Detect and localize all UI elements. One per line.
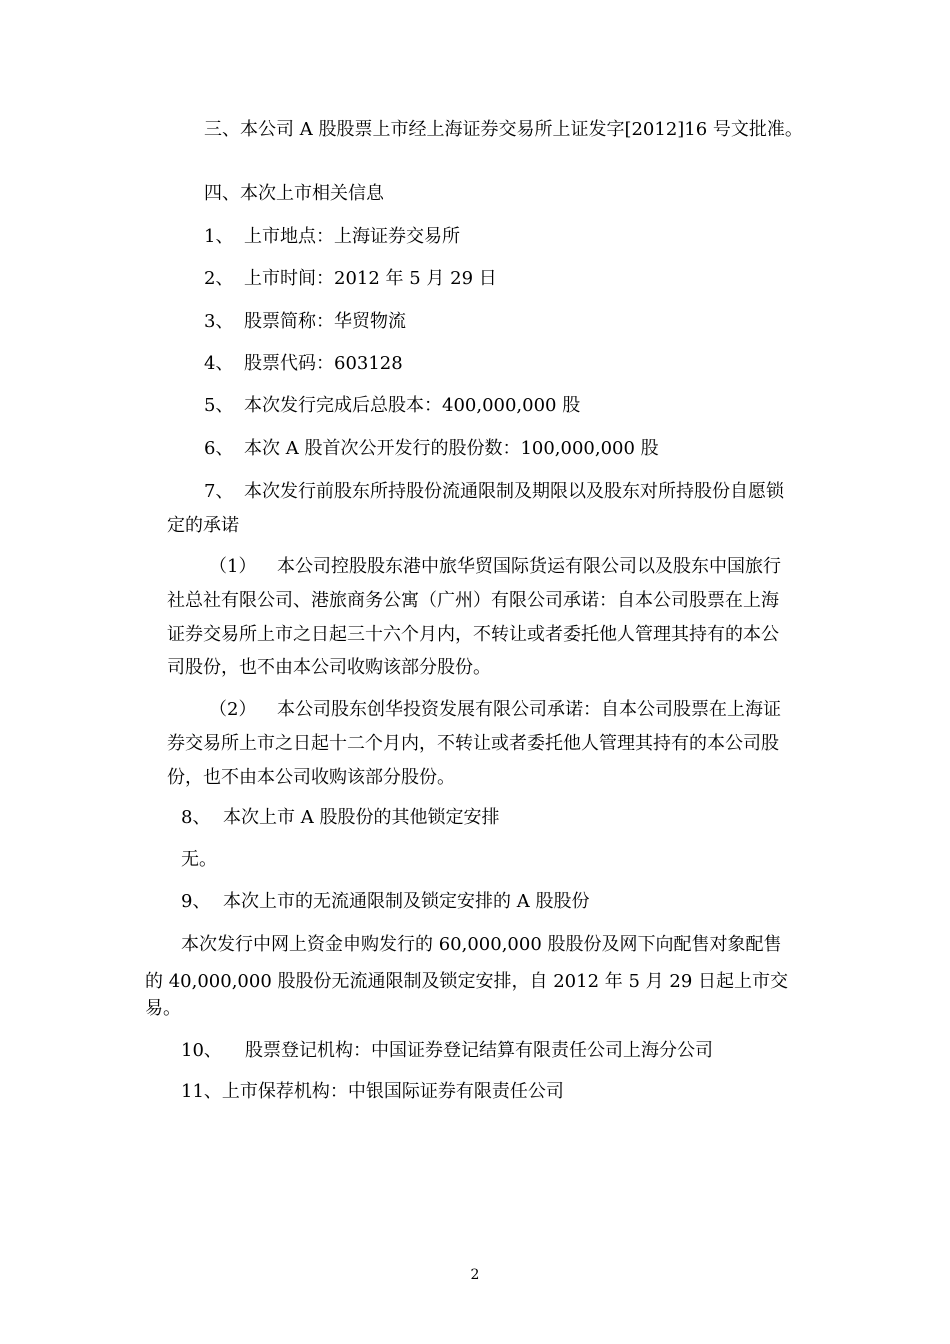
- list-item-2: [204, 267, 497, 291]
- list-item-text: 本次发行前股东所持股份流通限制及期限以及股东对所持股份自愿锁: [244, 481, 784, 502]
- list-item-text: 本次上市 A 股股份的其他锁定安排: [223, 807, 500, 828]
- list-item-1: [204, 225, 460, 249]
- list-item-text: 股票登记机构：中国证券登记结算有限责任公司上海分公司: [245, 1040, 713, 1061]
- list-item-4: [204, 352, 403, 376]
- sub-item-2-line: 券交易所上市之日起十二个月内，不转让或者委托他人管理其持有的本公司股: [167, 733, 779, 754]
- list-item-6: [204, 437, 659, 461]
- list-item-number: 3、: [204, 311, 234, 332]
- list-item-8: [181, 806, 499, 830]
- list-item-7-line: [204, 480, 784, 504]
- list-item-text: 本次 A 股首次公开发行的股份数：100,000,000 股: [244, 438, 659, 459]
- list-item-8-answer: 无。: [181, 849, 217, 870]
- section-4-title: 四、本次上市相关信息: [204, 183, 384, 204]
- page-number: 2: [470, 1267, 480, 1283]
- sub-item-text: 本公司股东创华投资发展有限公司承诺：自本公司股票在上海证: [277, 699, 781, 720]
- list-item-3: [204, 310, 406, 334]
- sub-item-2-line: 份，也不由本公司收购该部分股份。: [167, 767, 455, 788]
- list-item-number: 7、: [204, 481, 234, 502]
- list-item-7-line: 定的承诺: [167, 515, 239, 536]
- list-item-number: 6、: [204, 438, 234, 459]
- list-item-10: [181, 1039, 713, 1063]
- list-item-number: 1、: [204, 226, 234, 247]
- list-item-11: 11、上市保荐机构：中银国际证券有限责任公司: [181, 1081, 564, 1102]
- body-line: 易。: [145, 998, 181, 1019]
- body-line: 本次发行中网上资金申购发行的 60,000,000 股股份及网下向配售对象配售: [181, 934, 782, 955]
- body-line: 的 40,000,000 股股份无流通限制及锁定安排，自 2012 年 5 月 29 日起上市交: [145, 971, 788, 992]
- list-item-number: 4、: [204, 353, 234, 374]
- list-item-text: 上市地点：上海证券交易所: [244, 226, 460, 247]
- sub-item-number: （1）: [209, 556, 257, 577]
- sub-item-1-line: 社总社有限公司、港旅商务公寓（广州）有限公司承诺：自本公司股票在上海: [167, 590, 779, 611]
- list-item-9: [181, 890, 589, 914]
- list-item-text: 上市时间：2012 年 5 月 29 日: [244, 268, 497, 289]
- list-item-number: 9、: [181, 891, 211, 912]
- list-item-number: 8、: [181, 807, 211, 828]
- sub-item-1-line: 证券交易所上市之日起三十六个月内，不转让或者委托他人管理其持有的本公: [167, 624, 779, 645]
- list-item-text: 本次上市的无流通限制及锁定安排的 A 股股份: [223, 891, 590, 912]
- section-3-approval: 三、本公司 A 股股票上市经上海证券交易所上证发字[2012]16 号文批准。: [204, 119, 803, 140]
- list-item-number: 10、: [181, 1040, 222, 1061]
- sub-item-1-line: 司股份，也不由本公司收购该部分股份。: [167, 657, 491, 678]
- list-item-5: [204, 394, 580, 418]
- sub-item-2-line: [209, 698, 781, 722]
- list-item-text: 股票代码：603128: [244, 353, 403, 374]
- sub-item-number: （2）: [209, 699, 257, 720]
- list-item-text: 股票简称：华贸物流: [244, 311, 406, 332]
- sub-item-1-line: [209, 555, 781, 579]
- list-item-number: 2、: [204, 268, 234, 289]
- list-item-text: 本次发行完成后总股本：400,000,000 股: [244, 395, 581, 416]
- sub-item-text: 本公司控股股东港中旅华贸国际货运有限公司以及股东中国旅行: [277, 556, 781, 577]
- list-item-number: 5、: [204, 395, 234, 416]
